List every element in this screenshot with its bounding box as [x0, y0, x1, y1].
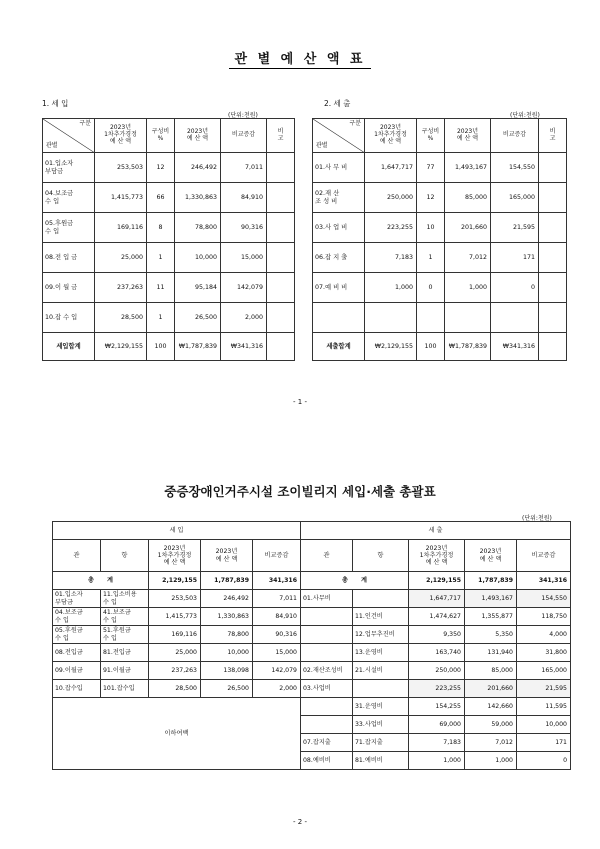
revenue-row-ratio: 1 — [147, 303, 175, 333]
revenue-total-budget: ₩1,787,839 — [175, 333, 221, 361]
corner-bottom-label: 관별 — [46, 142, 58, 150]
revenue-hang: 51.후원금 수 입 — [101, 626, 149, 644]
summary-table — [52, 521, 571, 770]
page1-title: 관 별 예 산 액 표 — [0, 48, 600, 67]
revenue-gwan: 09.이월금 — [53, 662, 101, 680]
revenue-total-row — [43, 333, 295, 361]
revenue-row-name: 01.입소자 부담금 — [43, 153, 95, 183]
revenue-row-supp: 28,500 — [95, 303, 147, 333]
expense-diff: 4,000 — [517, 626, 571, 644]
expense-row-budget: 201,660 — [445, 213, 491, 243]
expense-diff: 171 — [517, 734, 571, 752]
revenue-total-ratio: 100 — [147, 333, 175, 361]
summary-row — [53, 698, 571, 716]
header-supp: 2023년 1차추가경정 예 산 액 — [95, 119, 147, 153]
expense-budget: 7,012 — [465, 734, 517, 752]
expense-total-note — [539, 333, 567, 361]
revenue-diff: 84,910 — [253, 608, 301, 626]
expense-row-budget: 85,000 — [445, 183, 491, 213]
revenue-row-ratio: 8 — [147, 213, 175, 243]
page2-number: - 2 - — [293, 818, 307, 826]
revenue-section-header: 세 입 — [53, 522, 301, 540]
revenue-header-row — [43, 119, 295, 153]
expense-row-ratio: 12 — [417, 183, 445, 213]
revenue-row-supp: 169,116 — [95, 213, 147, 243]
revenue-supp: 169,116 — [149, 626, 201, 644]
expense-diff: 165,000 — [517, 662, 571, 680]
header-ratio: 구성비 % — [147, 119, 175, 153]
summary-header-row — [53, 540, 571, 572]
revenue-budget: 78,800 — [201, 626, 253, 644]
revenue-budget: 1,330,863 — [201, 608, 253, 626]
expense-total-row — [313, 333, 567, 361]
expense-budget: 59,000 — [465, 716, 517, 734]
revenue-total-budget: 1,787,839 — [201, 572, 253, 590]
expense-diff: 10,000 — [517, 716, 571, 734]
revenue-row — [43, 273, 295, 303]
expense-diff: 0 — [517, 752, 571, 770]
revenue-total-label: 총 계 — [53, 572, 149, 590]
expense-total-label: 총 계 — [301, 572, 409, 590]
expense-row — [313, 243, 567, 273]
revenue-supp: 1,415,773 — [149, 608, 201, 626]
header-hang: 항 — [353, 540, 409, 572]
revenue-row-supp: 253,503 — [95, 153, 147, 183]
expense-supp: 69,000 — [409, 716, 465, 734]
expense-gwan — [301, 644, 353, 662]
header-ratio: 구성비 % — [417, 119, 445, 153]
revenue-row-note — [267, 303, 295, 333]
expense-row-budget: 7,012 — [445, 243, 491, 273]
revenue-total-supp: ₩2,129,155 — [95, 333, 147, 361]
revenue-total-note — [267, 333, 295, 361]
expense-budget: 131,940 — [465, 644, 517, 662]
revenue-row-ratio: 66 — [147, 183, 175, 213]
revenue-row-diff: 2,000 — [221, 303, 267, 333]
expense-gwan: 01.사무비 — [301, 590, 353, 608]
summary-section-row — [53, 522, 571, 540]
revenue-supp: 253,503 — [149, 590, 201, 608]
expense-supp: 7,183 — [409, 734, 465, 752]
revenue-row-budget: 78,800 — [175, 213, 221, 243]
revenue-row-note — [267, 243, 295, 273]
revenue-hang: 81.전입금 — [101, 644, 149, 662]
revenue-row-note — [267, 273, 295, 303]
expense-gwan: 07.잡지출 — [301, 734, 353, 752]
expense-section-label: 2. 세 출 — [324, 99, 351, 108]
expense-total-name: 세출합계 — [313, 333, 365, 361]
revenue-row-supp: 237,263 — [95, 273, 147, 303]
revenue-unit: (단위:천원) — [228, 112, 258, 119]
page2-title: 중증장애인거주시설 조이빌리지 세입·세출 총괄표 — [164, 484, 436, 499]
revenue-hang: 41.보조금 수 입 — [101, 608, 149, 626]
expense-budget: 1,000 — [465, 752, 517, 770]
header-note: 비 고 — [539, 119, 567, 153]
expense-hang: 81.예비비 — [353, 752, 409, 770]
revenue-row-note — [267, 213, 295, 243]
expense-budget: 1,355,877 — [465, 608, 517, 626]
expense-total-budget: ₩1,787,839 — [445, 333, 491, 361]
revenue-gwan: 01.입소자 부담금 — [53, 590, 101, 608]
expense-hang: 31.운영비 — [353, 698, 409, 716]
expense-row — [313, 273, 567, 303]
revenue-corner-cell — [43, 119, 95, 153]
expense-supp: 154,255 — [409, 698, 465, 716]
summary-row — [53, 680, 571, 698]
corner-top-label: 구분 — [349, 120, 361, 127]
revenue-row-supp: 1,415,773 — [95, 183, 147, 213]
revenue-row-name: 05.후원금 수 입 — [43, 213, 95, 243]
expense-total-supp: 2,129,155 — [409, 572, 465, 590]
revenue-diff: 142,079 — [253, 662, 301, 680]
expense-row-name: 06.잡 지 출 — [313, 243, 365, 273]
revenue-row-budget: 95,184 — [175, 273, 221, 303]
header-budget: 2023년 예 산 액 — [201, 540, 253, 572]
revenue-row-diff: 90,316 — [221, 213, 267, 243]
revenue-row-budget: 10,000 — [175, 243, 221, 273]
expense-section-header: 세 출 — [301, 522, 571, 540]
revenue-diff: 7,011 — [253, 590, 301, 608]
expense-row — [313, 183, 567, 213]
expense-hang — [353, 680, 409, 698]
page2-unit: (단위:천원) — [522, 515, 552, 522]
revenue-row — [43, 303, 295, 333]
expense-row-note — [539, 273, 567, 303]
revenue-row-name: 08.전 입 금 — [43, 243, 95, 273]
expense-row-diff: 171 — [491, 243, 539, 273]
expense-row — [313, 213, 567, 243]
expense-total-supp: ₩2,129,155 — [365, 333, 417, 361]
header-diff: 비교증감 — [253, 540, 301, 572]
revenue-hang: 91.이월금 — [101, 662, 149, 680]
revenue-budget: 10,000 — [201, 644, 253, 662]
page1-number: - 1 - — [293, 398, 307, 406]
revenue-total-name: 세입합계 — [43, 333, 95, 361]
corner-top-label: 구분 — [79, 120, 91, 127]
expense-row — [313, 153, 567, 183]
header-diff: 비교증감 — [491, 119, 539, 153]
expense-hang: 21.시설비 — [353, 662, 409, 680]
expense-row-diff: 165,000 — [491, 183, 539, 213]
revenue-row-diff: 15,000 — [221, 243, 267, 273]
revenue-supp: 28,500 — [149, 680, 201, 698]
expense-row-ratio: 0 — [417, 273, 445, 303]
expense-row-name: 03.사 업 비 — [313, 213, 365, 243]
revenue-total-diff: ₩341,316 — [221, 333, 267, 361]
revenue-total-supp: 2,129,155 — [149, 572, 201, 590]
expense-row-name: 02.재 산 조 성 비 — [313, 183, 365, 213]
header-diff: 비교증감 — [517, 540, 571, 572]
corner-bottom-label: 관별 — [316, 142, 328, 150]
revenue-gwan: 08.전입금 — [53, 644, 101, 662]
expense-unit: (단위:천원) — [510, 112, 540, 119]
revenue-row — [43, 183, 295, 213]
summary-row — [53, 626, 571, 644]
expense-corner-cell — [313, 119, 365, 153]
expense-budget: 5,350 — [465, 626, 517, 644]
expense-row-supp: 1,000 — [365, 273, 417, 303]
expense-budget: 201,660 — [465, 680, 517, 698]
revenue-budget: 26,500 — [201, 680, 253, 698]
expense-row-note — [539, 213, 567, 243]
revenue-row-name: 09.이 월 금 — [43, 273, 95, 303]
expense-row-supp: 223,255 — [365, 213, 417, 243]
expense-supp: 1,647,717 — [409, 590, 465, 608]
expense-total-ratio: 100 — [417, 333, 445, 361]
expense-diff: 21,595 — [517, 680, 571, 698]
expense-supp: 1,474,627 — [409, 608, 465, 626]
expense-budget: 85,000 — [465, 662, 517, 680]
blank-note — [53, 698, 301, 770]
expense-hang: 13.운영비 — [353, 644, 409, 662]
expense-hang: 71.잡지출 — [353, 734, 409, 752]
header-note: 비 고 — [267, 119, 295, 153]
expense-gwan: 03.사업비 — [301, 680, 353, 698]
revenue-row-budget: 26,500 — [175, 303, 221, 333]
expense-header-row — [313, 119, 567, 153]
expense-row-ratio — [417, 303, 445, 333]
revenue-row-name: 04.보조금 수 입 — [43, 183, 95, 213]
expense-row-name: 01.사 무 비 — [313, 153, 365, 183]
revenue-row-diff: 142,079 — [221, 273, 267, 303]
blank-note-text: 이하여백 — [164, 729, 189, 737]
revenue-row-diff: 7,011 — [221, 153, 267, 183]
expense-row-note — [539, 153, 567, 183]
revenue-row-ratio: 12 — [147, 153, 175, 183]
summary-total-row — [53, 572, 571, 590]
revenue-diff: 15,000 — [253, 644, 301, 662]
header-diff: 비교증감 — [221, 119, 267, 153]
header-supp: 2023년 1차추가경정 예 산 액 — [409, 540, 465, 572]
expense-row-supp: 250,000 — [365, 183, 417, 213]
revenue-supp: 237,263 — [149, 662, 201, 680]
expense-row-supp: 7,183 — [365, 243, 417, 273]
revenue-row-ratio: 1 — [147, 243, 175, 273]
revenue-total-diff: 341,316 — [253, 572, 301, 590]
expense-total-budget: 1,787,839 — [465, 572, 517, 590]
expense-row-note — [539, 303, 567, 333]
header-budget: 2023년 예 산 액 — [445, 119, 491, 153]
expense-diff: 118,750 — [517, 608, 571, 626]
summary-row — [53, 662, 571, 680]
revenue-hang: 101.잡수입 — [101, 680, 149, 698]
expense-table — [312, 118, 567, 361]
expense-row-note — [539, 183, 567, 213]
expense-row-ratio: 10 — [417, 213, 445, 243]
expense-supp: 163,740 — [409, 644, 465, 662]
expense-hang: 11.인건비 — [353, 608, 409, 626]
expense-diff: 11,595 — [517, 698, 571, 716]
expense-budget: 1,493,167 — [465, 590, 517, 608]
expense-row-supp: 1,647,717 — [365, 153, 417, 183]
revenue-row-supp: 25,000 — [95, 243, 147, 273]
revenue-section-label: 1. 세 입 — [42, 99, 69, 108]
expense-row-name: 07.예 비 비 — [313, 273, 365, 303]
revenue-table — [42, 118, 295, 361]
expense-row — [313, 303, 567, 333]
revenue-row — [43, 243, 295, 273]
expense-gwan — [301, 716, 353, 734]
expense-row-diff — [491, 303, 539, 333]
expense-row-diff: 154,550 — [491, 153, 539, 183]
revenue-row-ratio: 11 — [147, 273, 175, 303]
revenue-budget: 246,492 — [201, 590, 253, 608]
revenue-diff: 2,000 — [253, 680, 301, 698]
expense-row-ratio: 1 — [417, 243, 445, 273]
summary-row — [53, 644, 571, 662]
expense-hang: 12.업무추진비 — [353, 626, 409, 644]
expense-row-diff: 0 — [491, 273, 539, 303]
header-gwan: 관 — [53, 540, 101, 572]
expense-gwan — [301, 608, 353, 626]
expense-supp: 250,000 — [409, 662, 465, 680]
revenue-row — [43, 213, 295, 243]
expense-total-diff: 341,316 — [517, 572, 571, 590]
revenue-supp: 25,000 — [149, 644, 201, 662]
revenue-row-name: 10.잡 수 입 — [43, 303, 95, 333]
expense-supp: 1,000 — [409, 752, 465, 770]
revenue-row-budget: 246,492 — [175, 153, 221, 183]
expense-row-name — [313, 303, 365, 333]
expense-gwan — [301, 626, 353, 644]
expense-row-budget — [445, 303, 491, 333]
expense-hang — [353, 590, 409, 608]
expense-gwan: 08.예비비 — [301, 752, 353, 770]
expense-gwan: 02.재산조성비 — [301, 662, 353, 680]
expense-budget: 142,660 — [465, 698, 517, 716]
header-hang: 항 — [101, 540, 149, 572]
expense-gwan — [301, 698, 353, 716]
header-supp: 2023년 1차추가경정 예 산 액 — [149, 540, 201, 572]
expense-row-budget: 1,493,167 — [445, 153, 491, 183]
expense-diff: 31,800 — [517, 644, 571, 662]
revenue-row — [43, 153, 295, 183]
summary-row — [53, 608, 571, 626]
header-supp: 2023년 1차추가경정 예 산 액 — [365, 119, 417, 153]
revenue-row-note — [267, 183, 295, 213]
revenue-gwan: 04.보조금 수 입 — [53, 608, 101, 626]
header-budget: 2023년 예 산 액 — [465, 540, 517, 572]
header-gwan: 관 — [301, 540, 353, 572]
revenue-gwan: 10.잡수입 — [53, 680, 101, 698]
revenue-diff: 90,316 — [253, 626, 301, 644]
expense-row-budget: 1,000 — [445, 273, 491, 303]
header-budget: 2023년 예 산 액 — [175, 119, 221, 153]
expense-row-diff: 21,595 — [491, 213, 539, 243]
revenue-hang: 11.입소비용 수 입 — [101, 590, 149, 608]
expense-supp: 223,255 — [409, 680, 465, 698]
expense-row-note — [539, 243, 567, 273]
expense-total-diff: ₩341,316 — [491, 333, 539, 361]
expense-row-supp — [365, 303, 417, 333]
expense-supp: 9,350 — [409, 626, 465, 644]
revenue-row-budget: 1,330,863 — [175, 183, 221, 213]
summary-row — [53, 590, 571, 608]
revenue-row-diff: 84,910 — [221, 183, 267, 213]
expense-diff: 154,550 — [517, 590, 571, 608]
expense-hang: 33.사업비 — [353, 716, 409, 734]
expense-row-ratio: 77 — [417, 153, 445, 183]
revenue-row-note — [267, 153, 295, 183]
revenue-budget: 138,098 — [201, 662, 253, 680]
revenue-gwan: 05.후원금 수 입 — [53, 626, 101, 644]
